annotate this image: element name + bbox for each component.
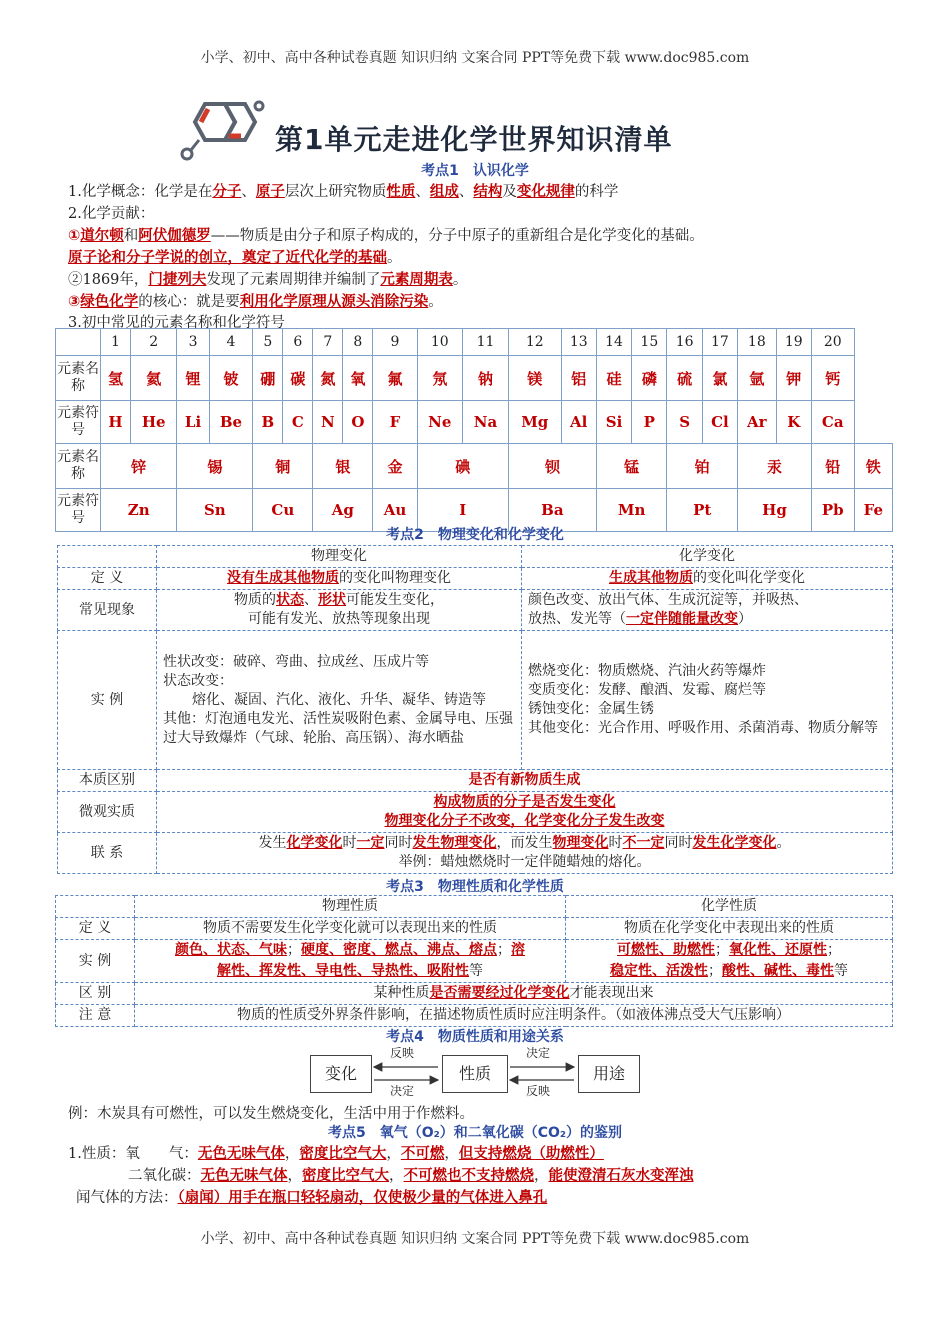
table-row: 物理性质 化学性质 — [56, 896, 893, 918]
change-comparison-table — [57, 545, 893, 874]
relation-diagram — [310, 1046, 640, 1100]
property-box: 性质 — [442, 1055, 508, 1093]
title-block — [175, 96, 775, 166]
arrow-label: 决定 — [526, 1046, 551, 1060]
arrow-label: 反映 — [526, 1084, 551, 1098]
table-row: 实 例 颜色、状态、气味；硬度、密度、燃点、沸点、熔点；溶 解性、挥发性、导电性、导热性、吸附性等 可燃性、助燃性；氧化性、还原性； 稳定性、活泼性；酸性、碱性、毒性等 — [56, 940, 893, 983]
change-box: 变化 — [310, 1055, 372, 1093]
section-heading-1: 考点1 认识化学 — [421, 163, 529, 179]
page-title: 第1单元走进化学世界知识清单 — [275, 123, 673, 156]
arrow-label: 决定 — [390, 1084, 415, 1098]
co2-property-line: 二氧化碳：无色无味气体，密度比空气大，不可燃也不支持燃烧，能使澄清石灰水变浑浊 — [128, 1168, 694, 1184]
table-row: 物理变化 化学变化 — [58, 546, 893, 568]
chem-concept-line: 1.化学概念：化学是在分子、原子层次上研究物质性质、组成、结构及变化规律的科学 — [68, 184, 619, 200]
table-row: 常见现象 物质的状态、形状可能发生变化， 可能有发光、放热等现象出现 颜色改变、放出气体、生成沉淀等，并吸热、 放热、发光等（一定伴随能量改变） — [58, 590, 893, 631]
chem-contribution-heading: 2.化学贡献： — [68, 206, 155, 222]
element-table-caption: 3.初中常见的元素名称和化学符号 — [68, 315, 285, 331]
table-row: 注 意 物质的性质受外界条件影响，在描述物质性质时应注明条件。（如液体沸点受大气压影响） — [56, 1005, 893, 1027]
contribution-line-4: ③绿色化学的核心：就是要利用化学原理从源头消除污染。 — [68, 294, 443, 310]
table-row: 联 系 发生化学变化时一定同时发生物理变化，而发生物理变化时不一定同时发生化学变化。 举例：蜡烛燃烧时一定伴随蜡烛的熔化。 — [58, 833, 893, 874]
contribution-line-1: ①道尔顿和阿伏伽德罗——物质是由分子和原子构成的，分子中原子的重新组合是化学变化的基础。 — [68, 228, 704, 244]
table-row: 微观实质 构成物质的分子是否发生变化 物理变化分子不改变，化学变化分子发生改变 — [58, 792, 893, 833]
smell-method-line: 闻气体的方法：（扇闻）用手在瓶口轻轻扇动，仅使极少量的气体进入鼻孔 — [76, 1190, 548, 1206]
table-row: 1 2 3 4 5 6 7 8 9 10 11 12 13 14 15 16 17 18 19 20 — [56, 329, 893, 356]
table-row: 本质区别 是否有新物质生成 — [58, 770, 893, 792]
arrow-label: 反映 — [390, 1046, 415, 1060]
page-header: 小学、初中、高中各种试卷真题 知识归纳 文案合同 PPT等免费下载 www.doc985.com — [200, 50, 750, 66]
table-row: 定 义 没有生成其他物质的变化叫物理变化 生成其他物质的变化叫化学变化 — [58, 568, 893, 590]
contribution-line-2: 原子论和分子学说的创立，奠定了近代化学的基础。 — [68, 250, 402, 266]
table-row: 元素名称 氢 氦 锂 铍 硼 碳 氮 氧 氟 氖 钠 镁 铝 硅 磷 硫 氯 氩 钾 钙 — [56, 356, 893, 401]
benzene-logo-icon — [175, 96, 265, 168]
oxygen-property-line: 1.性质：氧 气：无色无味气体，密度比空气大，不可燃，但支持燃烧（助燃性） — [68, 1146, 604, 1162]
usage-example: 例：木炭具有可燃性，可以发生燃烧变化，生活中用于作燃料。 — [68, 1106, 474, 1122]
table-row: 实 例 性状改变：破碎、弯曲、拉成丝、压成片等 状态改变： 熔化、凝固、汽化、液化、升华、凝华、铸造等 其他：灯泡通电发光、活性炭吸附色素、金属导电、压强过大导致爆炸（气球、轮胎、高压锅）、海水晒盐 燃烧变化：物质燃烧、汽油火药等爆炸 变质变化：发酵、酿酒、发霉、腐烂等 锈蚀变化：金属生锈 其他变化：光合作用、呼吸作用、杀菌消毒、物质分解等 — [58, 631, 893, 770]
contribution-line-3: ②1869年，门捷列夫发现了元素周期律并编制了元素周期表。 — [68, 272, 468, 288]
usage-box: 用途 — [578, 1055, 640, 1093]
section-heading-4: 考点4 物质性质和用途关系 — [386, 1029, 564, 1045]
table-row: 元素名称 锌 锡 铜 银 金 碘 钡 锰 铂 汞 铅 铁 — [56, 444, 893, 489]
table-row: 元素符号 H He Li Be B C N O F Ne Na Mg Al Si P S Cl Ar K Ca — [56, 401, 893, 444]
section-heading-5: 考点5 氧气（O₂）和二氧化碳（CO₂）的鉴别 — [327, 1125, 623, 1141]
table-row: 区 别 某种性质是否需要经过化学变化才能表现出来 — [56, 983, 893, 1005]
page-footer: 小学、初中、高中各种试卷真题 知识归纳 文案合同 PPT等免费下载 www.doc985.com — [200, 1231, 750, 1247]
section-heading-2: 考点2 物理变化和化学变化 — [386, 527, 564, 543]
element-table — [55, 328, 893, 532]
table-row: 定 义 物质不需要发生化学变化就可以表现出来的性质 物质在化学变化中表现出来的性质 — [56, 918, 893, 940]
table-row: 元素符号 Zn Sn Cu Ag Au I Ba Mn Pt Hg Pb Fe — [56, 489, 893, 532]
property-comparison-table — [55, 895, 893, 1027]
section-heading-3: 考点3 物理性质和化学性质 — [386, 879, 564, 895]
